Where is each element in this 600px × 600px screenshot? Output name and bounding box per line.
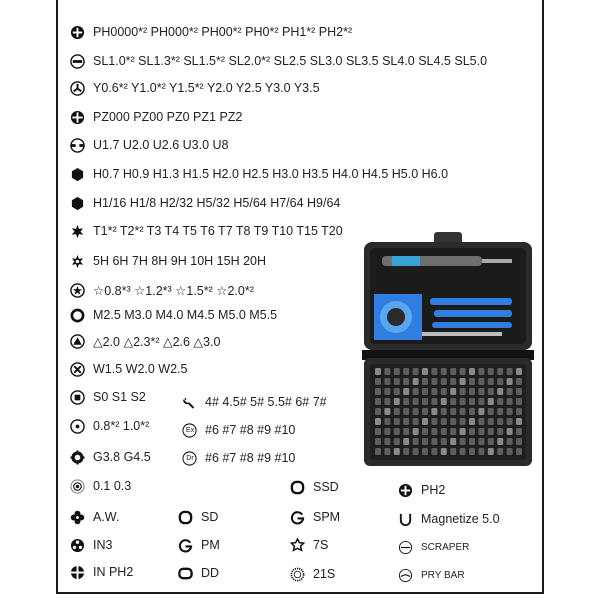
bit-slot: [460, 388, 466, 395]
bit-slot: [394, 388, 400, 395]
bit-slot: [488, 428, 494, 435]
bit-slot: [460, 438, 466, 445]
pentalobe-icon: [70, 283, 85, 298]
bit-slot: [422, 408, 428, 415]
bit-slot: [497, 368, 503, 375]
bit-row-ring: [70, 305, 277, 325]
bit-slot: [441, 428, 447, 435]
bit-slot: [488, 388, 494, 395]
dd-icon: [178, 566, 193, 581]
bit-slot: [516, 418, 522, 425]
pozidriv-icon: [70, 110, 85, 125]
bit-slot: [403, 408, 409, 415]
torx-icon: [70, 224, 85, 239]
bit-slot: [488, 378, 494, 385]
grid-label: Magnetize 5.0: [421, 512, 500, 526]
grid-aw: [70, 507, 119, 527]
bit-slot: [441, 378, 447, 385]
pry-bar-icon: [398, 568, 413, 583]
bit-row-text: T1*² T2*² T3 T4 T5 T6 T7 T8 T9 T10 T15 T20: [93, 224, 343, 238]
bit-slot: [441, 438, 447, 445]
ssd-icon: [290, 480, 305, 495]
bit-slot: [478, 418, 484, 425]
bit-slot: [507, 448, 513, 455]
bit-slot: [375, 378, 381, 385]
ex-badge: Ex: [185, 426, 195, 434]
grid-label: PM: [201, 538, 220, 552]
gear-icon: [70, 450, 85, 465]
dr-row: [182, 448, 295, 468]
bit-slot: [403, 448, 409, 455]
bit-row-torx-security: [70, 251, 266, 271]
bit-slot: [422, 388, 428, 395]
bit-slot: [375, 448, 381, 455]
bit-slot: [413, 388, 419, 395]
bit-slot: [507, 408, 513, 415]
triangle-icon: [70, 334, 85, 349]
bit-slot: [450, 408, 456, 415]
dot-circle-icon: [70, 419, 85, 434]
bit-slot: [394, 378, 400, 385]
bit-slot: [478, 408, 484, 415]
tri-wing-icon: [70, 81, 85, 96]
bit-slot: [469, 438, 475, 445]
bit-row-tri-wing: [70, 78, 320, 98]
bit-slot: [394, 418, 400, 425]
bit-slot: [488, 418, 494, 425]
grid-label: SSD: [313, 480, 339, 494]
bit-slot: [403, 418, 409, 425]
bit-slot: [394, 448, 400, 455]
21s-icon: [290, 567, 305, 582]
bit-slot: [413, 428, 419, 435]
bit-slot: [375, 438, 381, 445]
bit-slot: [441, 388, 447, 395]
bit-slot: [450, 418, 456, 425]
bit-slot: [469, 448, 475, 455]
bit-slot: [469, 398, 475, 405]
bit-slot: [384, 378, 390, 385]
grid-scraper: [398, 537, 469, 557]
bit-slot: [497, 388, 503, 395]
bit-slot: [469, 378, 475, 385]
bit-slot: [403, 428, 409, 435]
bit-slot: [384, 398, 390, 405]
bit-slot: [384, 428, 390, 435]
grid-label: 7S: [313, 538, 329, 552]
spm-icon: [290, 510, 305, 525]
grid-pm: [178, 535, 220, 555]
bit-slot: [488, 368, 494, 375]
bit-row-text: H1/16 H1/8 H2/32 H5/32 H5/64 H7/64 H9/64: [93, 196, 341, 210]
bit-row-pentalobe: [70, 280, 254, 300]
bit-slot: [394, 398, 400, 405]
phillips-icon: [70, 25, 85, 40]
bit-slot: [422, 378, 428, 385]
bit-slot: [478, 368, 484, 375]
bit-slot: [394, 438, 400, 445]
bit-slot: [413, 378, 419, 385]
bit-row-dot-circle: [70, 416, 149, 436]
bit-slot: [431, 378, 437, 385]
bit-slot: [507, 428, 513, 435]
bit-slot: [394, 408, 400, 415]
grid-label: IN PH2: [93, 565, 134, 579]
bit-row-text: ☆0.8*³ ☆1.2*³ ☆1.5*² ☆2.0*²: [93, 283, 254, 298]
ex-row-text: #6 #7 #8 #9 #10: [205, 423, 296, 437]
bit-slot: [441, 418, 447, 425]
bit-slot: [488, 438, 494, 445]
bit-slot: [394, 368, 400, 375]
wrench-icon: [182, 395, 197, 410]
grid-label: PH2: [421, 483, 446, 497]
bit-row-square: [70, 387, 146, 407]
bit-slot: [375, 388, 381, 395]
bit-row-pozidriv: [70, 107, 242, 127]
pm-icon: [178, 538, 193, 553]
grid-dd: [178, 563, 219, 583]
bit-slot: [431, 398, 437, 405]
bit-slot: [516, 448, 522, 455]
bit-row-triangle: [70, 331, 220, 351]
bit-slot: [431, 368, 437, 375]
bit-row-text: PH0000*² PH000*² PH00*² PH0*² PH1*² PH2*²: [93, 25, 353, 39]
bit-slot: [497, 408, 503, 415]
hex-icon: [70, 167, 85, 182]
grid-in3: [70, 535, 112, 555]
bit-row-text: G3.8 G4.5: [93, 450, 151, 464]
bit-row-text: 0.8*² 1.0*²: [93, 419, 150, 433]
bit-slot: [507, 418, 513, 425]
grid-in-ph2: [70, 562, 133, 582]
bit-slot: [469, 388, 475, 395]
bit-slot: [413, 408, 419, 415]
bit-slot: [431, 388, 437, 395]
bit-slot: [403, 378, 409, 385]
bit-row-text: W1.5 W2.0 W2.5: [93, 362, 188, 376]
bit-slot: [450, 398, 456, 405]
bit-slot: [507, 368, 513, 375]
bit-slot: [422, 418, 428, 425]
bit-row-hex-inch: [70, 193, 340, 213]
bit-row-text: S0 S1 S2: [93, 390, 146, 404]
bit-slot: [460, 408, 466, 415]
slotted-icon: [70, 54, 85, 69]
bit-slot: [507, 438, 513, 445]
bit-row-text: H0.7 H0.9 H1.3 H1.5 H2.0 H2.5 H3.0 H3.5 H4.0 H4.5 H5.0 H6.0: [93, 167, 449, 181]
bit-slot: [441, 448, 447, 455]
ring-icon: [70, 308, 85, 323]
bit-slot: [375, 408, 381, 415]
bit-row-text: M2.5 M3.0 M4.0 M4.5 M5.0 M5.5: [93, 308, 278, 322]
bit-slot: [469, 368, 475, 375]
wrench-row-text: 4# 4.5# 5# 5.5# 6# 7#: [205, 395, 327, 409]
grid-ssd: [290, 477, 339, 497]
bit-slot: [497, 428, 503, 435]
bit-slot: [488, 448, 494, 455]
bit-row-double-circle: [70, 476, 131, 496]
bit-slot: [450, 368, 456, 375]
bit-slot: [497, 378, 503, 385]
ex-row: [182, 420, 295, 440]
bit-slot: [507, 388, 513, 395]
bit-slot: [375, 428, 381, 435]
ph2-plus-icon: [398, 483, 413, 498]
bit-row-gear: [70, 447, 151, 467]
bit-slot: [488, 408, 494, 415]
bit-slot: [384, 438, 390, 445]
bit-slot: [441, 368, 447, 375]
scraper-icon: [398, 540, 413, 555]
bit-slot: [450, 428, 456, 435]
bit-slot: [516, 408, 522, 415]
bit-row-text: PZ000 PZ00 PZ0 PZ1 PZ2: [93, 110, 243, 124]
bit-slot: [460, 378, 466, 385]
bit-slot: [516, 428, 522, 435]
grid-label: DD: [201, 566, 220, 580]
bit-slot: [460, 368, 466, 375]
bit-row-text: SL1.0*² SL1.3*² SL1.5*² SL2.0*² SL2.5 SL3.0 SL3.5 SL4.0 SL4.5 SL5.0: [93, 54, 488, 68]
bit-slot: [375, 418, 381, 425]
bit-slot: [497, 418, 503, 425]
dr-row-text: #6 #7 #8 #9 #10: [205, 451, 296, 465]
bit-slot: [478, 378, 484, 385]
grid-magnetize: [398, 509, 500, 529]
double-circle-icon: [70, 479, 85, 494]
bit-slot: [384, 368, 390, 375]
bit-slot: [403, 398, 409, 405]
grid-21s: [290, 564, 335, 584]
bit-slot: [441, 398, 447, 405]
grid-label: SD: [201, 510, 219, 524]
bit-slot: [516, 368, 522, 375]
bit-slot: [478, 438, 484, 445]
bit-row-text: 0.1 0.3: [93, 479, 132, 493]
u-shape-icon: [70, 138, 85, 153]
bit-slot: [422, 398, 428, 405]
square-icon: [70, 390, 85, 405]
bit-slot: [478, 388, 484, 395]
bit-slot: [469, 408, 475, 415]
tri-hole-icon: [70, 538, 85, 553]
bit-slot: [413, 438, 419, 445]
bit-slot: [422, 428, 428, 435]
grid-sd: [178, 507, 218, 527]
bit-row-text: Y0.6*² Y1.0*² Y1.5*² Y2.0 Y2.5 Y3.0 Y3.5: [93, 81, 320, 95]
bit-slot: [460, 418, 466, 425]
hex-inch-icon: [70, 196, 85, 211]
cross-circle-icon: [70, 362, 85, 377]
bit-slot: [422, 368, 428, 375]
grid-label: IN3: [93, 538, 113, 552]
bit-row-text: 5H 6H 7H 8H 9H 10H 15H 20H: [93, 254, 266, 268]
bit-slot: [478, 398, 484, 405]
bit-row-hex: [70, 164, 448, 184]
bit-row-phillips: [70, 22, 352, 42]
bit-slot: [384, 448, 390, 455]
grid-pry-bar: [398, 565, 465, 585]
dr-icon: [182, 451, 197, 466]
bit-slot: [469, 428, 475, 435]
bit-slot: [460, 398, 466, 405]
bit-row-torx: [70, 221, 343, 241]
bit-slot: [384, 418, 390, 425]
bit-slot: [413, 368, 419, 375]
bit-slot: [460, 428, 466, 435]
bit-slot: [450, 378, 456, 385]
bit-slot: [460, 448, 466, 455]
bit-slot: [384, 408, 390, 415]
bit-slot: [403, 388, 409, 395]
grid-ph2: [398, 480, 445, 500]
bit-row-text: △2.0 △2.3*² △2.6 △3.0: [93, 334, 221, 349]
bit-slot: [497, 438, 503, 445]
grid-label: SCRAPER: [421, 541, 470, 553]
bit-slot: [450, 438, 456, 445]
magnet-icon: [398, 512, 413, 527]
bit-slot: [413, 418, 419, 425]
bit-slot: [384, 388, 390, 395]
in-ph-icon: [70, 565, 85, 580]
bit-slot: [403, 368, 409, 375]
bit-slot: [469, 418, 475, 425]
bit-slot: [422, 448, 428, 455]
bit-slot: [450, 448, 456, 455]
bit-slot: [497, 448, 503, 455]
grid-label: 21S: [313, 567, 336, 581]
bit-slot: [441, 408, 447, 415]
wrench-row: [182, 392, 327, 412]
7s-icon: [290, 538, 305, 553]
bit-row-slotted: [70, 51, 487, 71]
grid-label: SPM: [313, 510, 341, 524]
bit-row-text: U1.7 U2.0 U2.6 U3.0 U8: [93, 138, 229, 152]
bit-slot: [516, 398, 522, 405]
bit-slot: [488, 398, 494, 405]
grid-7s: [290, 535, 328, 555]
bit-slot: [375, 368, 381, 375]
bit-slot: [413, 398, 419, 405]
bit-slot: [497, 398, 503, 405]
grid-label: A.W.: [93, 510, 120, 524]
bit-slot: [431, 438, 437, 445]
bit-slot: [450, 388, 456, 395]
sd-icon: [178, 510, 193, 525]
toolkit-case-image: [362, 232, 534, 468]
bit-slot: [516, 388, 522, 395]
bit-slot: [478, 448, 484, 455]
flower-icon: [70, 510, 85, 525]
bit-slot: [431, 408, 437, 415]
bit-row-cross-circle: [70, 359, 187, 379]
torx-security-icon: [70, 254, 85, 269]
bit-slot: [507, 378, 513, 385]
grid-label: PRY BAR: [421, 569, 465, 581]
bit-slot: [431, 418, 437, 425]
bit-row-u-shape: [70, 135, 229, 155]
bit-slot: [394, 428, 400, 435]
bit-slot: [507, 398, 513, 405]
bit-slot: [431, 428, 437, 435]
bit-slot: [422, 438, 428, 445]
bit-slot: [516, 378, 522, 385]
bit-slot: [413, 448, 419, 455]
grid-spm: [290, 507, 340, 527]
bit-slot: [375, 398, 381, 405]
bit-slot: [478, 428, 484, 435]
bit-slot: [516, 438, 522, 445]
dr-badge: Dr: [186, 454, 194, 462]
bit-slot: [403, 438, 409, 445]
ex-icon: [182, 423, 197, 438]
bit-slot: [431, 448, 437, 455]
